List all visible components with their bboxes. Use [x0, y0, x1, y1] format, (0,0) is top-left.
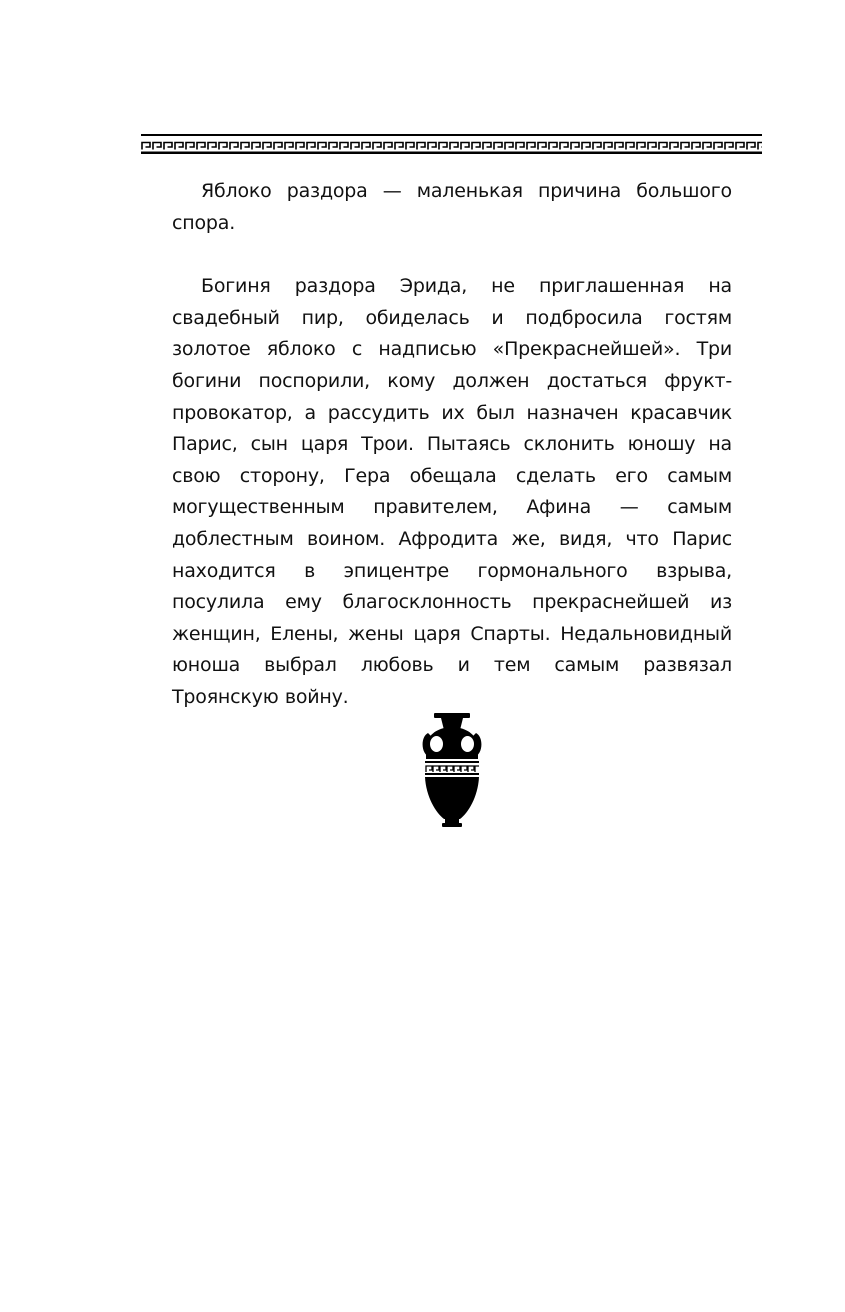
paragraph-intro: Яблоко раздора — маленькая причина большого спора.: [172, 180, 732, 234]
greek-meander-border: [141, 134, 762, 154]
amphora-icon: [422, 713, 482, 827]
paragraph-story: Богиня раздора Эрида, не приглашенная на свадебный пир, обиделась и подбросила гостям золотое яблоко с надписью «Прекраснейшей». Три богини поспорили, кому должен достаться фрукт-провокатор, а рассудить их был назначен красавчик Парис, сын царя Трои. Пытаясь склонить юношу на свою сторону, Гера обещала сделать его самым могущественным правителем, Афина — самым доблестным воином. Афродита же, видя, что Парис находится в эпицентре гормонального взрыва, посулила ему благосклонность прекраснейшей из женщин, Елены, жены царя Спарты. Недальновидный юноша выбрал любовь и тем самым развязал Троянскую войну.: [172, 275, 732, 708]
page-text: [172, 176, 732, 714]
